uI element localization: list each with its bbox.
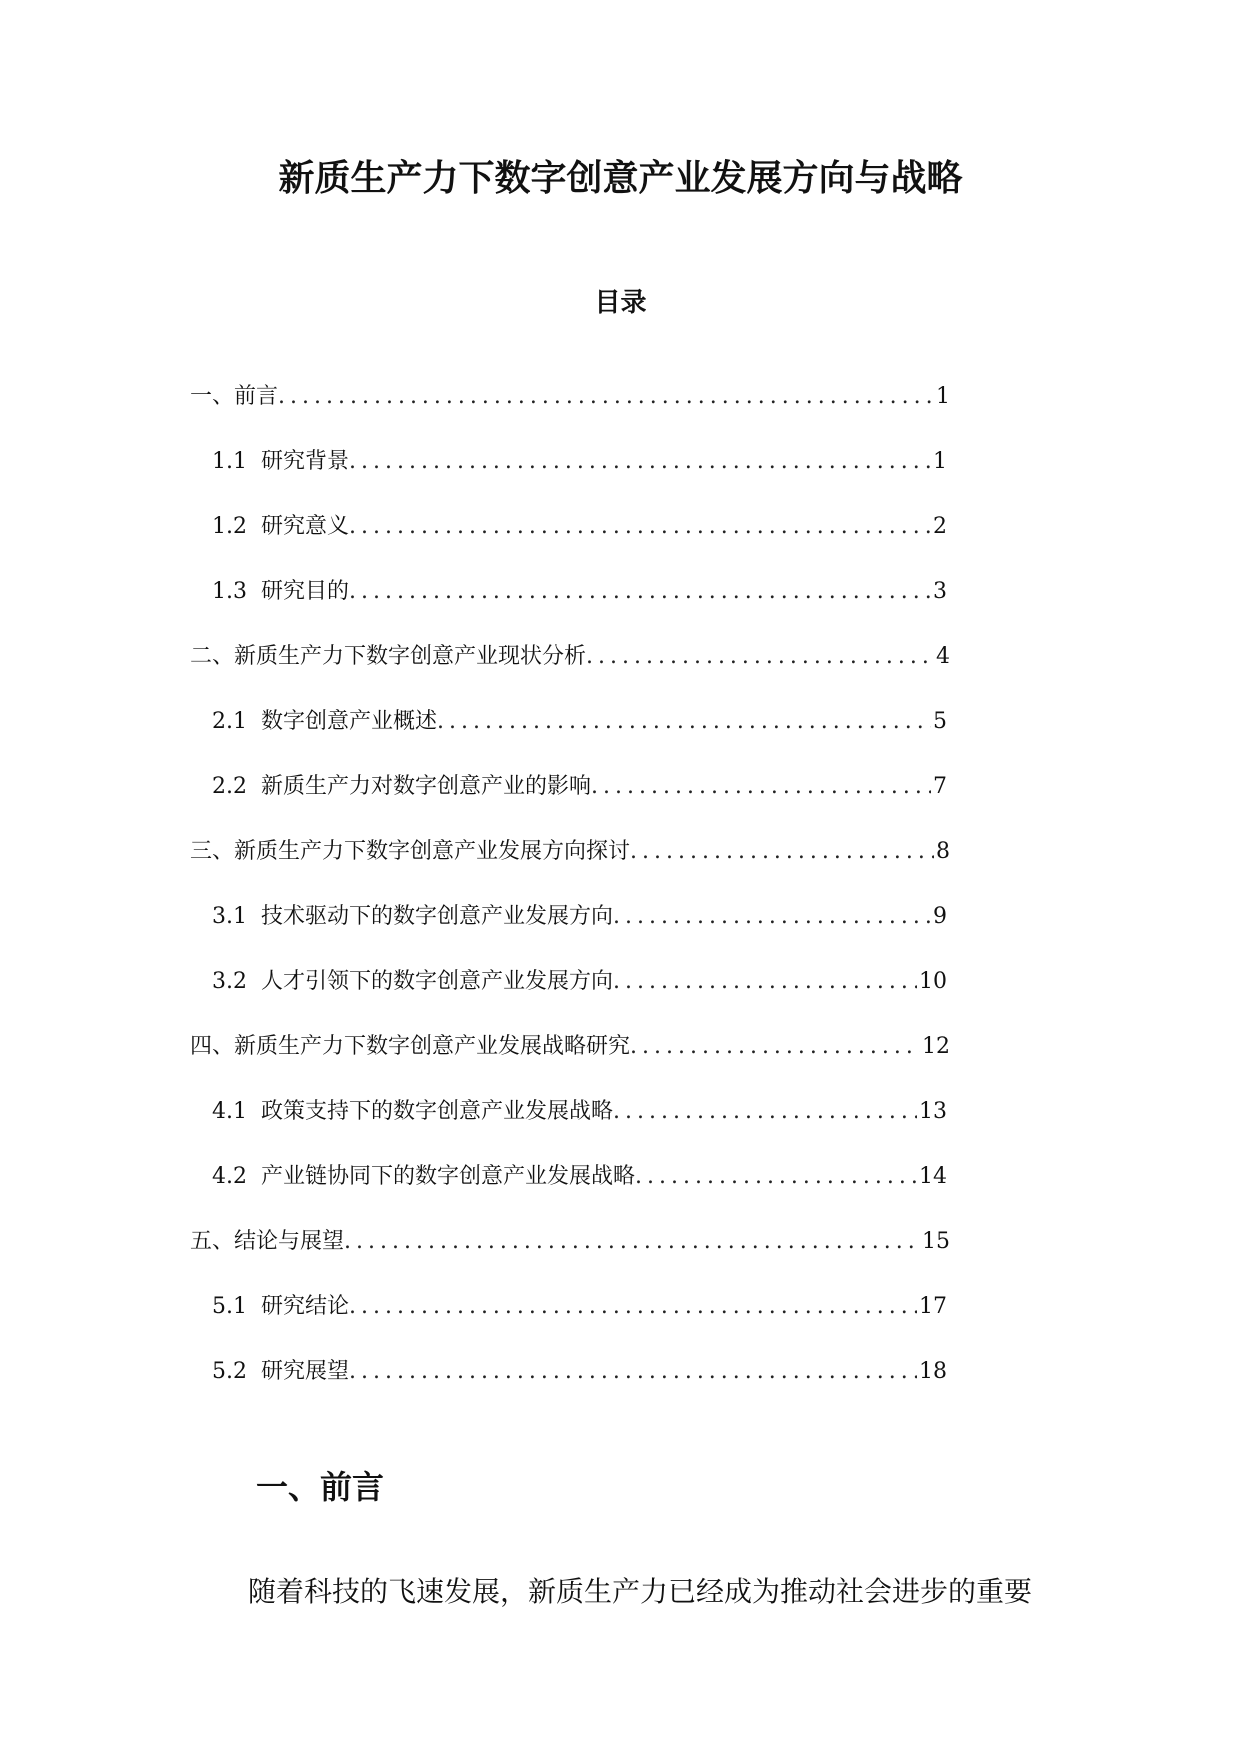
toc-entry[interactable]: [212, 1162, 947, 1227]
toc-entry[interactable]: [212, 1097, 947, 1162]
toc-entry[interactable]: [212, 772, 947, 837]
toc-entry-label: 四、新质生产力下数字创意产业发展战略研究: [190, 1034, 631, 1059]
toc-entry[interactable]: [212, 967, 947, 1032]
toc-leader-dots: [349, 1357, 917, 1387]
toc-entry-page: 14: [919, 1164, 947, 1189]
toc-entry-label: 研究背景: [261, 449, 350, 474]
toc-entry-label: 技术驱动下的数字创意产业发展方向: [261, 904, 614, 929]
toc-entry-label: 一、前言: [190, 384, 279, 409]
toc-entry[interactable]: [212, 447, 947, 512]
toc-entry[interactable]: [212, 902, 947, 967]
toc-leader-dots: [344, 1227, 920, 1257]
toc-entry-number: 5.1: [212, 1294, 247, 1319]
toc-leader-dots: [349, 512, 931, 542]
toc-entry-page: 7: [933, 774, 947, 799]
toc-entry-page: 3: [933, 579, 947, 604]
toc-entry[interactable]: [190, 837, 950, 902]
toc-heading: 目录: [594, 288, 647, 318]
toc-entry-page: 1: [936, 384, 950, 409]
toc-entry-label: 人才引领下的数字创意产业发展方向: [261, 969, 614, 994]
toc-leader-dots: [586, 642, 934, 672]
document-title: 新质生产力下数字创意产业发展方向与战略: [278, 158, 963, 199]
toc-entry-page: 18: [919, 1359, 947, 1384]
toc-leader-dots: [630, 837, 934, 867]
toc-entry-label: 三、新质生产力下数字创意产业发展方向探讨: [190, 839, 631, 864]
toc-entry-label: 二、新质生产力下数字创意产业现状分析: [190, 644, 587, 669]
toc-entry-label: 研究目的: [261, 579, 350, 604]
toc-entry[interactable]: [190, 1227, 950, 1292]
toc-entry-number: 4.2: [212, 1164, 247, 1189]
toc-entry-page: 8: [936, 839, 950, 864]
toc-entry[interactable]: [212, 577, 947, 642]
toc-leader-dots: [349, 1292, 917, 1322]
toc-leader-dots: [349, 577, 931, 607]
section-heading: 一、前言: [256, 1468, 385, 1506]
toc-entry[interactable]: [190, 642, 950, 707]
toc-entry-number: 1.3: [212, 579, 247, 604]
toc-entry-page: 1: [933, 449, 947, 474]
toc-leader-dots: [630, 1032, 920, 1062]
toc-entry-page: 15: [922, 1229, 950, 1254]
toc-leader-dots: [278, 382, 934, 412]
toc-entry-page: 2: [933, 514, 947, 539]
toc-entry-label: 新质生产力对数字创意产业的影响: [261, 774, 592, 799]
toc-entry-label: 政策支持下的数字创意产业发展战略: [261, 1099, 614, 1124]
toc-leader-dots: [635, 1162, 917, 1192]
body-paragraph: 随着科技的飞速发展，新质生产力已经成为推动社会进步的重要: [248, 1575, 1033, 1608]
toc-leader-dots: [613, 967, 917, 997]
toc-entry-page: 17: [919, 1294, 947, 1319]
toc-entry-page: 13: [919, 1099, 947, 1124]
toc-entry[interactable]: [212, 1357, 947, 1422]
toc-entry-number: 1.1: [212, 449, 247, 474]
toc-entry-page: 10: [919, 969, 947, 994]
toc-entry[interactable]: [190, 1032, 950, 1097]
toc-entry[interactable]: [212, 707, 947, 772]
toc-entry-number: 2.2: [212, 774, 247, 799]
toc-entry[interactable]: [190, 382, 950, 447]
toc-entry-number: 3.2: [212, 969, 247, 994]
toc-entry-label: 产业链协同下的数字创意产业发展战略: [261, 1164, 636, 1189]
toc-leader-dots: [349, 447, 931, 477]
toc-entry-label: 研究意义: [261, 514, 350, 539]
toc-entry-number: 5.2: [212, 1359, 247, 1384]
toc-entry-label: 研究展望: [261, 1359, 350, 1384]
toc-leader-dots: [613, 1097, 917, 1127]
toc-leader-dots: [437, 707, 931, 737]
toc-leader-dots: [591, 772, 931, 802]
toc-entry[interactable]: [212, 512, 947, 577]
toc-entry-page: 4: [936, 644, 950, 669]
toc-entry-number: 3.1: [212, 904, 247, 929]
toc-entry-label: 研究结论: [261, 1294, 350, 1319]
toc-entry-label: 五、结论与展望: [190, 1229, 345, 1254]
toc-leader-dots: [613, 902, 931, 932]
toc-entry[interactable]: [212, 1292, 947, 1357]
toc-entry-label: 数字创意产业概述: [261, 709, 438, 734]
toc-entry-page: 12: [922, 1034, 950, 1059]
toc-entry-number: 2.1: [212, 709, 247, 734]
toc-entry-page: 9: [933, 904, 947, 929]
toc-entry-number: 4.1: [212, 1099, 247, 1124]
toc-entry-page: 5: [933, 709, 947, 734]
table-of-contents: [0, 382, 1241, 1422]
toc-entry-number: 1.2: [212, 514, 247, 539]
